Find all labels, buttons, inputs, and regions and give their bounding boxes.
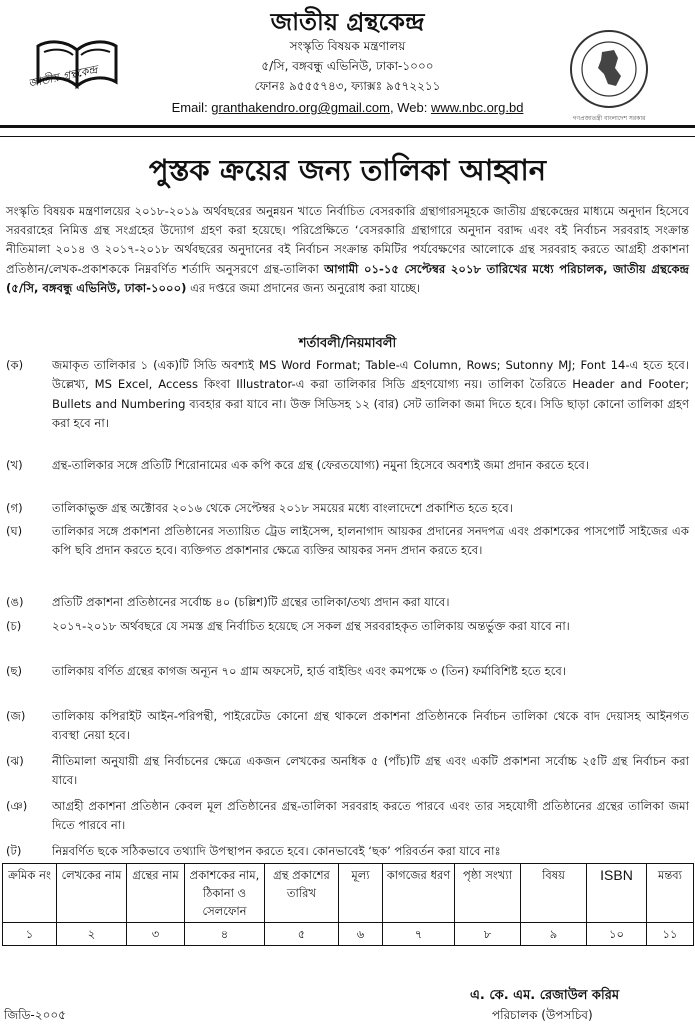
condition-item <box>6 752 689 791</box>
table-number-cell: ৩ <box>127 923 185 946</box>
condition-text: তালিকায় কপিরাইট আইন-পরিপন্থী, পাইরেটেড কোনো গ্রন্থ থাকলে প্রকাশনা প্রতিষ্ঠানকে নির্বাচন তালিকা থেকে বাদ দেয়াসহ আইনগত ব্যবস্থা নেয়া হবে। <box>52 709 689 743</box>
condition-label: (জ) <box>6 709 26 723</box>
table-header-cell: ক্রমিক নং <box>3 864 57 923</box>
condition-item <box>6 842 689 861</box>
notice-title: পুস্তক ক্রয়ের জন্য তালিকা আহ্বান <box>148 153 547 187</box>
condition-label: (ঞ) <box>6 799 28 813</box>
condition-text: তালিকার সঙ্গে প্রকাশনা প্রতিষ্ঠানের সত্যায়িত ট্রেড লাইসেন্স, হালনাগাদ আয়কর প্রদানের সনদপত্র এবং প্রকাশকের পাসপোর্ট সাইজের এক কপি ছবি প্রদান করতে হবে। ব্যক্তিগত প্রকাশনার ক্ষেত্রে ব্যক্তির আয়কর সনদ প্রদান করতে হবে। <box>52 524 689 558</box>
email-label: Email: <box>171 100 212 115</box>
condition-item <box>6 522 689 561</box>
address: ৫/সি, বঙ্গবন্ধু এভিনিউ, ঢাকা-১০০০ <box>261 59 434 73</box>
condition-item <box>6 356 689 434</box>
table-number-cell: ৪ <box>185 923 265 946</box>
condition-text: ২০১৭-২০১৮ অর্থবছরে যে সমস্ত গ্রন্থ নির্বাচিত হয়েছে সে সকল গ্রন্থ সরবরাহকৃত তালিকায় অন্তর্ভুক্ত করা যাবে না। <box>52 619 570 633</box>
letterhead <box>0 0 695 148</box>
table-header-cell: ISBN <box>587 864 647 923</box>
phone-fax: ফোনঃ ৯৫৫৫৭৪৩, ফ্যাক্সঃ ৯৫৭২২১১ <box>254 79 441 93</box>
condition-text: গ্রন্থ-তালিকার সঙ্গে প্রতিটি শিরোনামের এক কপি করে গ্রন্থ (ফেরতযোগ্য) নমুনা হিসেবে অবশ্যই জমা প্রদান করতে হবে। <box>52 458 589 472</box>
table-header-cell: বিষয় <box>521 864 587 923</box>
intro-paragraph <box>6 202 689 298</box>
divider <box>0 125 695 128</box>
ministry: সংস্কৃতি বিষয়ক মন্ত্রণালয় <box>289 39 406 53</box>
signer-title: পরিচালক (উপসচিব) <box>492 1008 593 1022</box>
condition-item <box>6 797 689 836</box>
seal-caption: গণপ্রজাতন্ত্রী বাংলাদেশ সরকার <box>572 115 646 122</box>
condition-item <box>6 707 689 746</box>
condition-label: (খ) <box>6 458 23 472</box>
table-number-row <box>3 923 694 946</box>
table-number-cell: ৯ <box>521 923 587 946</box>
table-number-cell: ২ <box>57 923 127 946</box>
table-number-cell: ৫ <box>265 923 339 946</box>
web-link[interactable]: www.nbc.org.bd <box>430 100 524 115</box>
condition-text: জমাকৃত তালিকার ১ (এক)টি সিডি অবশ্যই MS Word Format; Table-এ Column, Rows; Sutonny MJ; Font 14-এ হতে হবে। উল্লেখ্য, MS Excel, Access কিংবা Illustrator-এ করা তালিকার সিডি গ্রহণযোগ্য নয়। তালিকা তৈরিতে Header and Footer; Bullets and Numbering ব্যবহার করা যাবে না। উক্ত সিডিসহ ১২ (বার) সেট তালিকা জমা দিতে হবে। সিডি ছাড়া কোনো তালিকা গ্রহণ করা হবে না। <box>52 358 689 431</box>
condition-text: তালিকায় বর্ণিত গ্রন্থের কাগজ অন্যূন ৭০ গ্রাম অফসেট, হার্ড বাইন্ডিং এবং কমপক্ষে ৩ (তিন) ফর্মাবিশিষ্ট হতে হবে। <box>52 664 567 678</box>
condition-item <box>6 617 689 636</box>
conditions-heading: শর্তাবলী/নিয়মাবলী <box>298 336 397 351</box>
table-number-cell: ৬ <box>339 923 383 946</box>
table-header-cell: পৃষ্ঠা সংখ্যা <box>455 864 521 923</box>
condition-label: (ক) <box>6 358 24 372</box>
table-header-cell: কাগজের ধরণ <box>383 864 455 923</box>
email-link[interactable]: granthakendro.org@gmail.com <box>211 100 390 115</box>
condition-label: (ছ) <box>6 664 23 678</box>
table-header-cell: প্রকাশকের নাম, ঠিকানা ও সেলফোন <box>185 864 265 923</box>
table-header-row <box>3 864 694 923</box>
signer-name: এ. কে. এম. রেজাউল করিম <box>470 988 620 1003</box>
table-number-cell: ৮ <box>455 923 521 946</box>
condition-label: (গ) <box>6 501 23 515</box>
condition-label: (ট) <box>6 844 22 858</box>
org-name: জাতীয় গ্রন্থকেন্দ্র <box>270 8 425 36</box>
web-label: , Web: <box>389 100 431 115</box>
table-header-cell: লেখকের নাম <box>57 864 127 923</box>
table-header-cell: গ্রন্থ প্রকাশের তারিখ <box>265 864 339 923</box>
table-header-cell: মন্তব্য <box>647 864 694 923</box>
condition-item <box>6 456 689 475</box>
condition-text: নিম্নবর্ণিত ছকে সঠিকভাবে তথ্যাদি উপস্থাপন করতে হবে। কোনভাবেই ‘ছক’ পরিবর্তন করা যাবে নাঃ <box>52 844 501 858</box>
table-number-cell: ১১ <box>647 923 694 946</box>
table-number-cell: ১ <box>3 923 57 946</box>
condition-label: (চ) <box>6 619 22 633</box>
condition-item <box>6 499 689 518</box>
condition-label: (ঝ) <box>6 754 24 768</box>
condition-text: তালিকাভুক্ত গ্রন্থ অক্টোবর ২০১৬ থেকে সেপ্টেম্বর ২০১৮ সময়ের মধ্যে বাংলাদেশে প্রকাশিত হতে হবে। <box>52 501 513 515</box>
intro-text: সংস্কৃতি বিষয়ক মন্ত্রণালয়ের ২০১৮-২০১৯ অর্থবছরের অনুন্নয়ন খাতে নির্বাচিত বেসরকারি গ্রন্থাগারসমূহকে জাতীয় গ্রন্থকেন্দ্রের মাধ্যমে অনুদান হিসেবে সরবরাহের নিমিত্ত গ্রন্থ সংগ্রহের উদ্যোগ গ্রহণ করা হয়েছে। পরিপ্রেক্ষিতে ‘বেসরকারি গ্রন্থাগারে অনুদান বরাদ্দ এবং বই নির্বাচন সরবরাহ সংক্রান্ত নীতিমালা ২০১৪ ও ২০১৭-২০১৮ অর্থবছরের অনুদানের বই নির্বাচন সংক্রান্ত কমিটির পর্যবেক্ষণের আলোকে গ্রন্থ সরবরাহ করতে আগ্রহী প্রকাশনা প্রতিষ্ঠান/লেখক-প্রকাশককে নিম্নবর্ণিত শর্তাদি অনুসরণে গ্রন্থ-তালিকা <box>6 204 689 276</box>
document-code: জিডি-২০০৫ <box>4 1008 66 1022</box>
logo-caption: জাতীয় গ্রন্থকেন্দ্র <box>27 62 99 91</box>
intro-deadline: আগামী ০১-১৫ সেপ্টেম্বর ২০১৮ তারিখের মধ্যে পরিচালক, জাতীয় গ্রন্থকেন্দ্র (৫/সি, বঙ্গবন্ধু এভিনিউ, ঢাকা-১০০০) <box>6 261 689 295</box>
condition-text: আগ্রহী প্রকাশনা প্রতিষ্ঠান কেবল মূল প্রতিষ্ঠানের গ্রন্থ-তালিকা সরবরাহ করতে পারবে এবং তার সহযোগী প্রতিষ্ঠানের গ্রন্থের তালিকা জমা দিতে পারবে না। <box>52 799 689 833</box>
submission-format-table <box>2 863 694 946</box>
condition-item <box>6 593 689 612</box>
condition-text: প্রতিটি প্রকাশনা প্রতিষ্ঠানের সর্বোচ্চ ৪০ (চল্লিশ)টি গ্রন্থের তালিকা/তথ্য প্রদান করা যাবে। <box>52 595 450 609</box>
condition-item <box>6 662 689 681</box>
condition-label: (ঙ) <box>6 595 24 609</box>
contact-line <box>0 100 695 115</box>
divider <box>0 136 695 137</box>
condition-text: নীতিমালা অনুযায়ী গ্রন্থ নির্বাচনের ক্ষেত্রে একজন লেখকের অনধিক ৫ (পাঁচ)টি গ্রন্থ এবং একটি প্রকাশনা সর্বোচ্চ ২৫টি গ্রন্থ নির্বাচন করা যাবে। <box>52 754 689 788</box>
intro-tail: এর দপ্তরে জমা প্রদানের জন্য অনুরোধ করা যাচ্ছে। <box>186 280 421 295</box>
table-number-cell: ১০ <box>587 923 647 946</box>
table-header-cell: মূল্য <box>339 864 383 923</box>
table-number-cell: ৭ <box>383 923 455 946</box>
condition-label: (ঘ) <box>6 524 23 538</box>
table-header-cell: গ্রন্থের নাম <box>127 864 185 923</box>
